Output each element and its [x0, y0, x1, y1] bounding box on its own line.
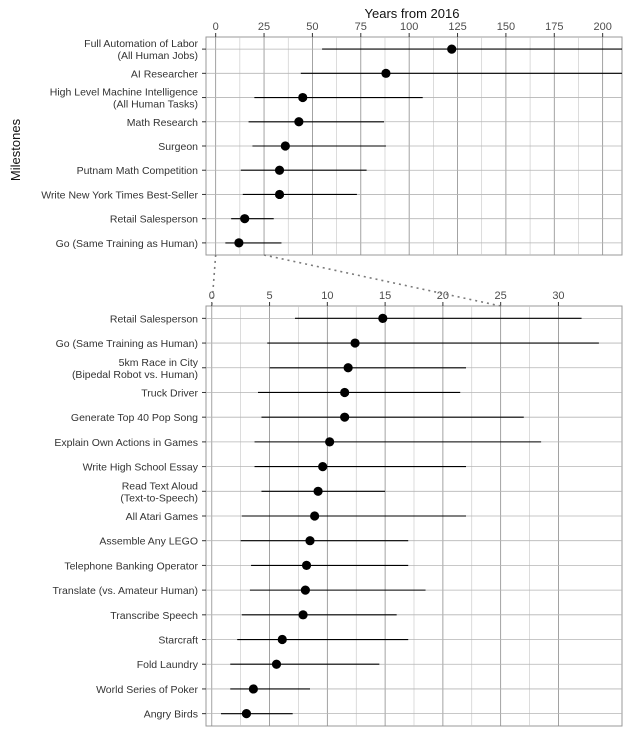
category-label: Translate (vs. Amateur Human)	[52, 585, 198, 598]
median-point	[249, 684, 258, 693]
category-label: 5km Race in City	[118, 356, 198, 369]
category-label: High Level Machine Intelligence	[49, 86, 198, 99]
median-point	[275, 190, 284, 199]
category-label: Retail Salesperson	[109, 213, 198, 226]
category-label: Putnam Math Competition	[76, 165, 198, 178]
median-point	[305, 536, 314, 545]
category-label: (Text-to-Speech)	[120, 492, 198, 505]
median-point	[278, 635, 287, 644]
category-label: (All Human Tasks)	[113, 98, 198, 111]
category-label: Go (Same Training as Human)	[55, 338, 198, 351]
median-point	[301, 586, 310, 595]
median-point	[447, 45, 456, 54]
median-point	[272, 660, 281, 669]
category-label: (All Human Jobs)	[117, 50, 198, 63]
category-label: Math Research	[126, 116, 198, 129]
category-label: AI Researcher	[130, 68, 198, 81]
x-tick-label: 10	[321, 290, 334, 302]
category-label: Starcraft	[158, 634, 198, 647]
category-label: Transcribe Speech	[110, 609, 198, 622]
median-point	[318, 462, 327, 471]
category-label: Assemble Any LEGO	[99, 535, 198, 548]
panel-bottom	[53, 290, 623, 726]
median-point	[313, 487, 322, 496]
category-label: Surgeon	[158, 141, 198, 153]
x-tick-label: 0	[208, 290, 215, 302]
median-point	[344, 363, 353, 372]
y-axis-title: Milestones	[8, 118, 23, 182]
x-tick-label: 75	[354, 21, 367, 33]
median-point	[325, 437, 334, 446]
x-tick-label: 175	[545, 21, 564, 33]
median-point	[298, 93, 307, 102]
median-point	[294, 117, 303, 126]
x-tick-label: 0	[212, 21, 219, 33]
x-tick-label: 25	[257, 21, 271, 33]
median-point	[281, 141, 290, 150]
x-axis-title: Years from 2016	[364, 6, 460, 21]
x-tick-label: 15	[378, 290, 392, 302]
category-label: Fold Laundry	[136, 659, 198, 672]
x-tick-label: 5	[266, 290, 273, 302]
x-tick-label: 30	[552, 290, 565, 302]
category-label: Full Automation of Labor	[84, 38, 198, 51]
median-point	[350, 338, 359, 347]
panel-top	[41, 21, 622, 255]
category-label: Truck Driver	[141, 387, 198, 400]
median-point	[310, 511, 319, 520]
category-label: Telephone Banking Operator	[64, 560, 198, 573]
median-point	[234, 238, 243, 247]
x-tick-label: 25	[494, 290, 507, 302]
median-point	[340, 413, 349, 422]
category-label: World Series of Poker	[96, 683, 198, 696]
category-label: Go (Same Training as Human)	[55, 237, 198, 250]
x-tick-label: 50	[306, 21, 319, 33]
category-label: Read Text Aloud	[121, 480, 198, 493]
category-label: Explain Own Actions in Games	[54, 436, 198, 449]
median-point	[378, 314, 387, 323]
category-label: (Bipedal Robot vs. Human)	[71, 368, 198, 381]
category-label: Write New York Times Best-Seller	[41, 189, 198, 202]
category-label: Write High School Essay	[82, 461, 198, 474]
category-label: Retail Salesperson	[109, 313, 198, 326]
x-tick-label: 20	[436, 290, 450, 302]
median-point	[242, 709, 251, 718]
x-tick-label: 125	[448, 21, 467, 33]
zoom-connector	[212, 255, 501, 306]
category-label: All Atari Games	[125, 511, 198, 523]
median-point	[275, 166, 284, 175]
x-tick-label: 150	[496, 21, 516, 33]
median-point	[381, 69, 390, 78]
x-tick-label: 100	[399, 21, 419, 33]
median-point	[298, 610, 307, 619]
median-point	[302, 561, 311, 570]
median-point	[340, 388, 349, 397]
median-point	[240, 214, 249, 223]
category-label: Generate Top 40 Pop Song	[70, 412, 198, 425]
category-label: Angry Birds	[143, 708, 198, 721]
x-tick-label: 200	[593, 21, 612, 33]
